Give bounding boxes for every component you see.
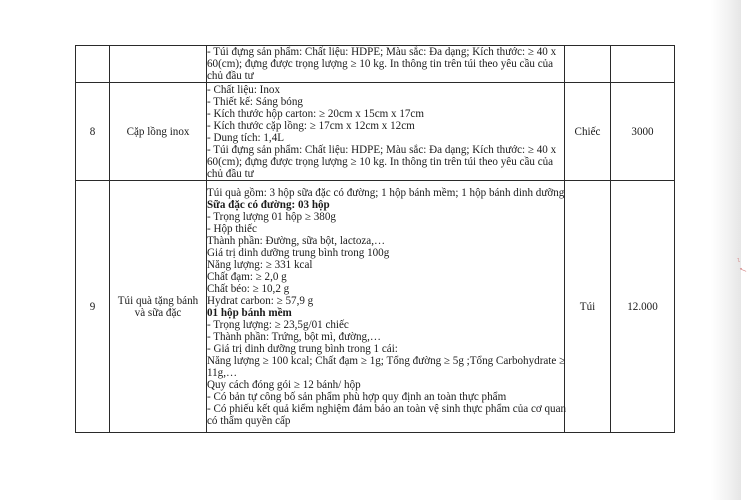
table-row: [76, 181, 675, 433]
stt-cell: 8: [76, 83, 110, 181]
quantity-cell: 12.000: [611, 181, 675, 433]
section-heading: Sữa đặc có đường: 03 hộp: [207, 198, 330, 211]
description-line: - Trọng lượng 01 hộp ≥ 380g: [207, 210, 336, 223]
stt-cell: 9: [76, 181, 110, 433]
description-line: - Túi đựng sản phẩm: Chất liệu: HDPE; Màu sắc: Đa dạng; Kích thước: ≥ 40 x: [207, 46, 557, 58]
item-name-cell: [110, 181, 207, 433]
description-line: Hydrat carbon: ≥ 57,9 g: [207, 294, 314, 307]
specification-table: [75, 45, 675, 433]
description-line: Thành phần: Đường, sữa bột, lactoza,…: [207, 234, 386, 247]
description-line: - Thiết kế: Sáng bóng: [207, 95, 303, 108]
section-heading: 01 hộp bánh mềm: [207, 306, 292, 319]
page-edge-shadow: [711, 0, 741, 500]
item-name-cell: [110, 46, 207, 83]
description-line: - Có phiếu kết quả kiểm nghiệm đảm bảo an toàn vệ sinh thực phẩm của cơ quan: [207, 402, 567, 415]
description-line: chủ đầu tư: [207, 70, 254, 82]
description-line: - Chất liệu: Inox: [207, 83, 281, 96]
description-line: Quy cách đóng gói ≥ 12 bánh/ hộp: [207, 378, 361, 391]
description-line: Chất béo: ≥ 10,2 g: [207, 282, 290, 295]
item-name-cell: Cặp lồng inox: [110, 83, 207, 181]
item-name-line: và sữa đặc: [134, 306, 182, 319]
description-line: Túi quà gồm: 3 hộp sữa đặc có đường; 1 hộp bánh mềm; 1 hộp bánh dinh dưỡng: [207, 186, 565, 199]
description-line: 60(cm); đựng được trọng lượng ≥ 10 kg. In thông tin trên túi theo yêu cầu của: [207, 58, 554, 70]
description-line: - Túi đựng sản phẩm: Chất liệu: HDPE; Màu sắc: Đa dạng; Kích thước: ≥ 40 x: [207, 143, 557, 156]
description-line: - Dung tích: 1,4L: [207, 131, 285, 144]
description-cell: [207, 83, 565, 181]
stt-cell: [76, 46, 110, 83]
item-name-line: Túi quà tặng bánh: [117, 294, 199, 307]
description-line: - Trọng lượng: ≥ 23,5g/01 chiếc: [207, 318, 349, 331]
quantity-cell: 3000: [611, 83, 675, 181]
description-line: - Thành phần: Trứng, bột mì, đường,…: [207, 330, 381, 343]
description-line: - Hộp thiếc: [207, 222, 257, 235]
description-line: - Có bản tự công bố sản phẩm phù hợp quy định an toàn thực phẩm: [207, 390, 507, 403]
description-line: 60(cm); đựng được trọng lượng ≥ 10 kg. In thông tin trên túi theo yêu cầu của: [207, 155, 554, 168]
description-line: có thẩm quyền cấp: [207, 414, 291, 427]
description-line: chủ đầu tư: [207, 167, 254, 180]
description-line: Chất đạm: ≥ 2,0 g: [207, 270, 287, 283]
description-line: - Kích thước cặp lồng: ≥ 17cm x 12cm x 12cm: [207, 119, 415, 132]
unit-cell: [565, 46, 611, 83]
description-line: Năng lượng: ≥ 331 kcal: [207, 258, 313, 271]
unit-cell: Chiếc: [565, 83, 611, 181]
quantity-cell: [611, 46, 675, 83]
table-row: [76, 46, 675, 83]
description-cell: [207, 181, 565, 433]
description-line: Năng lượng ≥ 100 kcal; Chất đạm ≥ 1g; Tổng đường ≥ 5g ;Tổng Carbohydrate ≥: [207, 354, 566, 367]
description-line: - Kích thước hộp carton: ≥ 20cm x 15cm x 17cm: [207, 107, 424, 120]
description-line: 11g,…: [207, 366, 238, 379]
red-stamp-mark: ~ ✓: [733, 255, 749, 276]
table-row: [76, 83, 675, 181]
unit-cell: Túi: [565, 181, 611, 433]
description-cell: [207, 46, 565, 83]
description-line: Giá trị dinh dưỡng trung bình trong 100g: [207, 246, 390, 259]
description-line: - Giá trị dinh dưỡng trung bình trong 1 cái:: [207, 342, 398, 355]
